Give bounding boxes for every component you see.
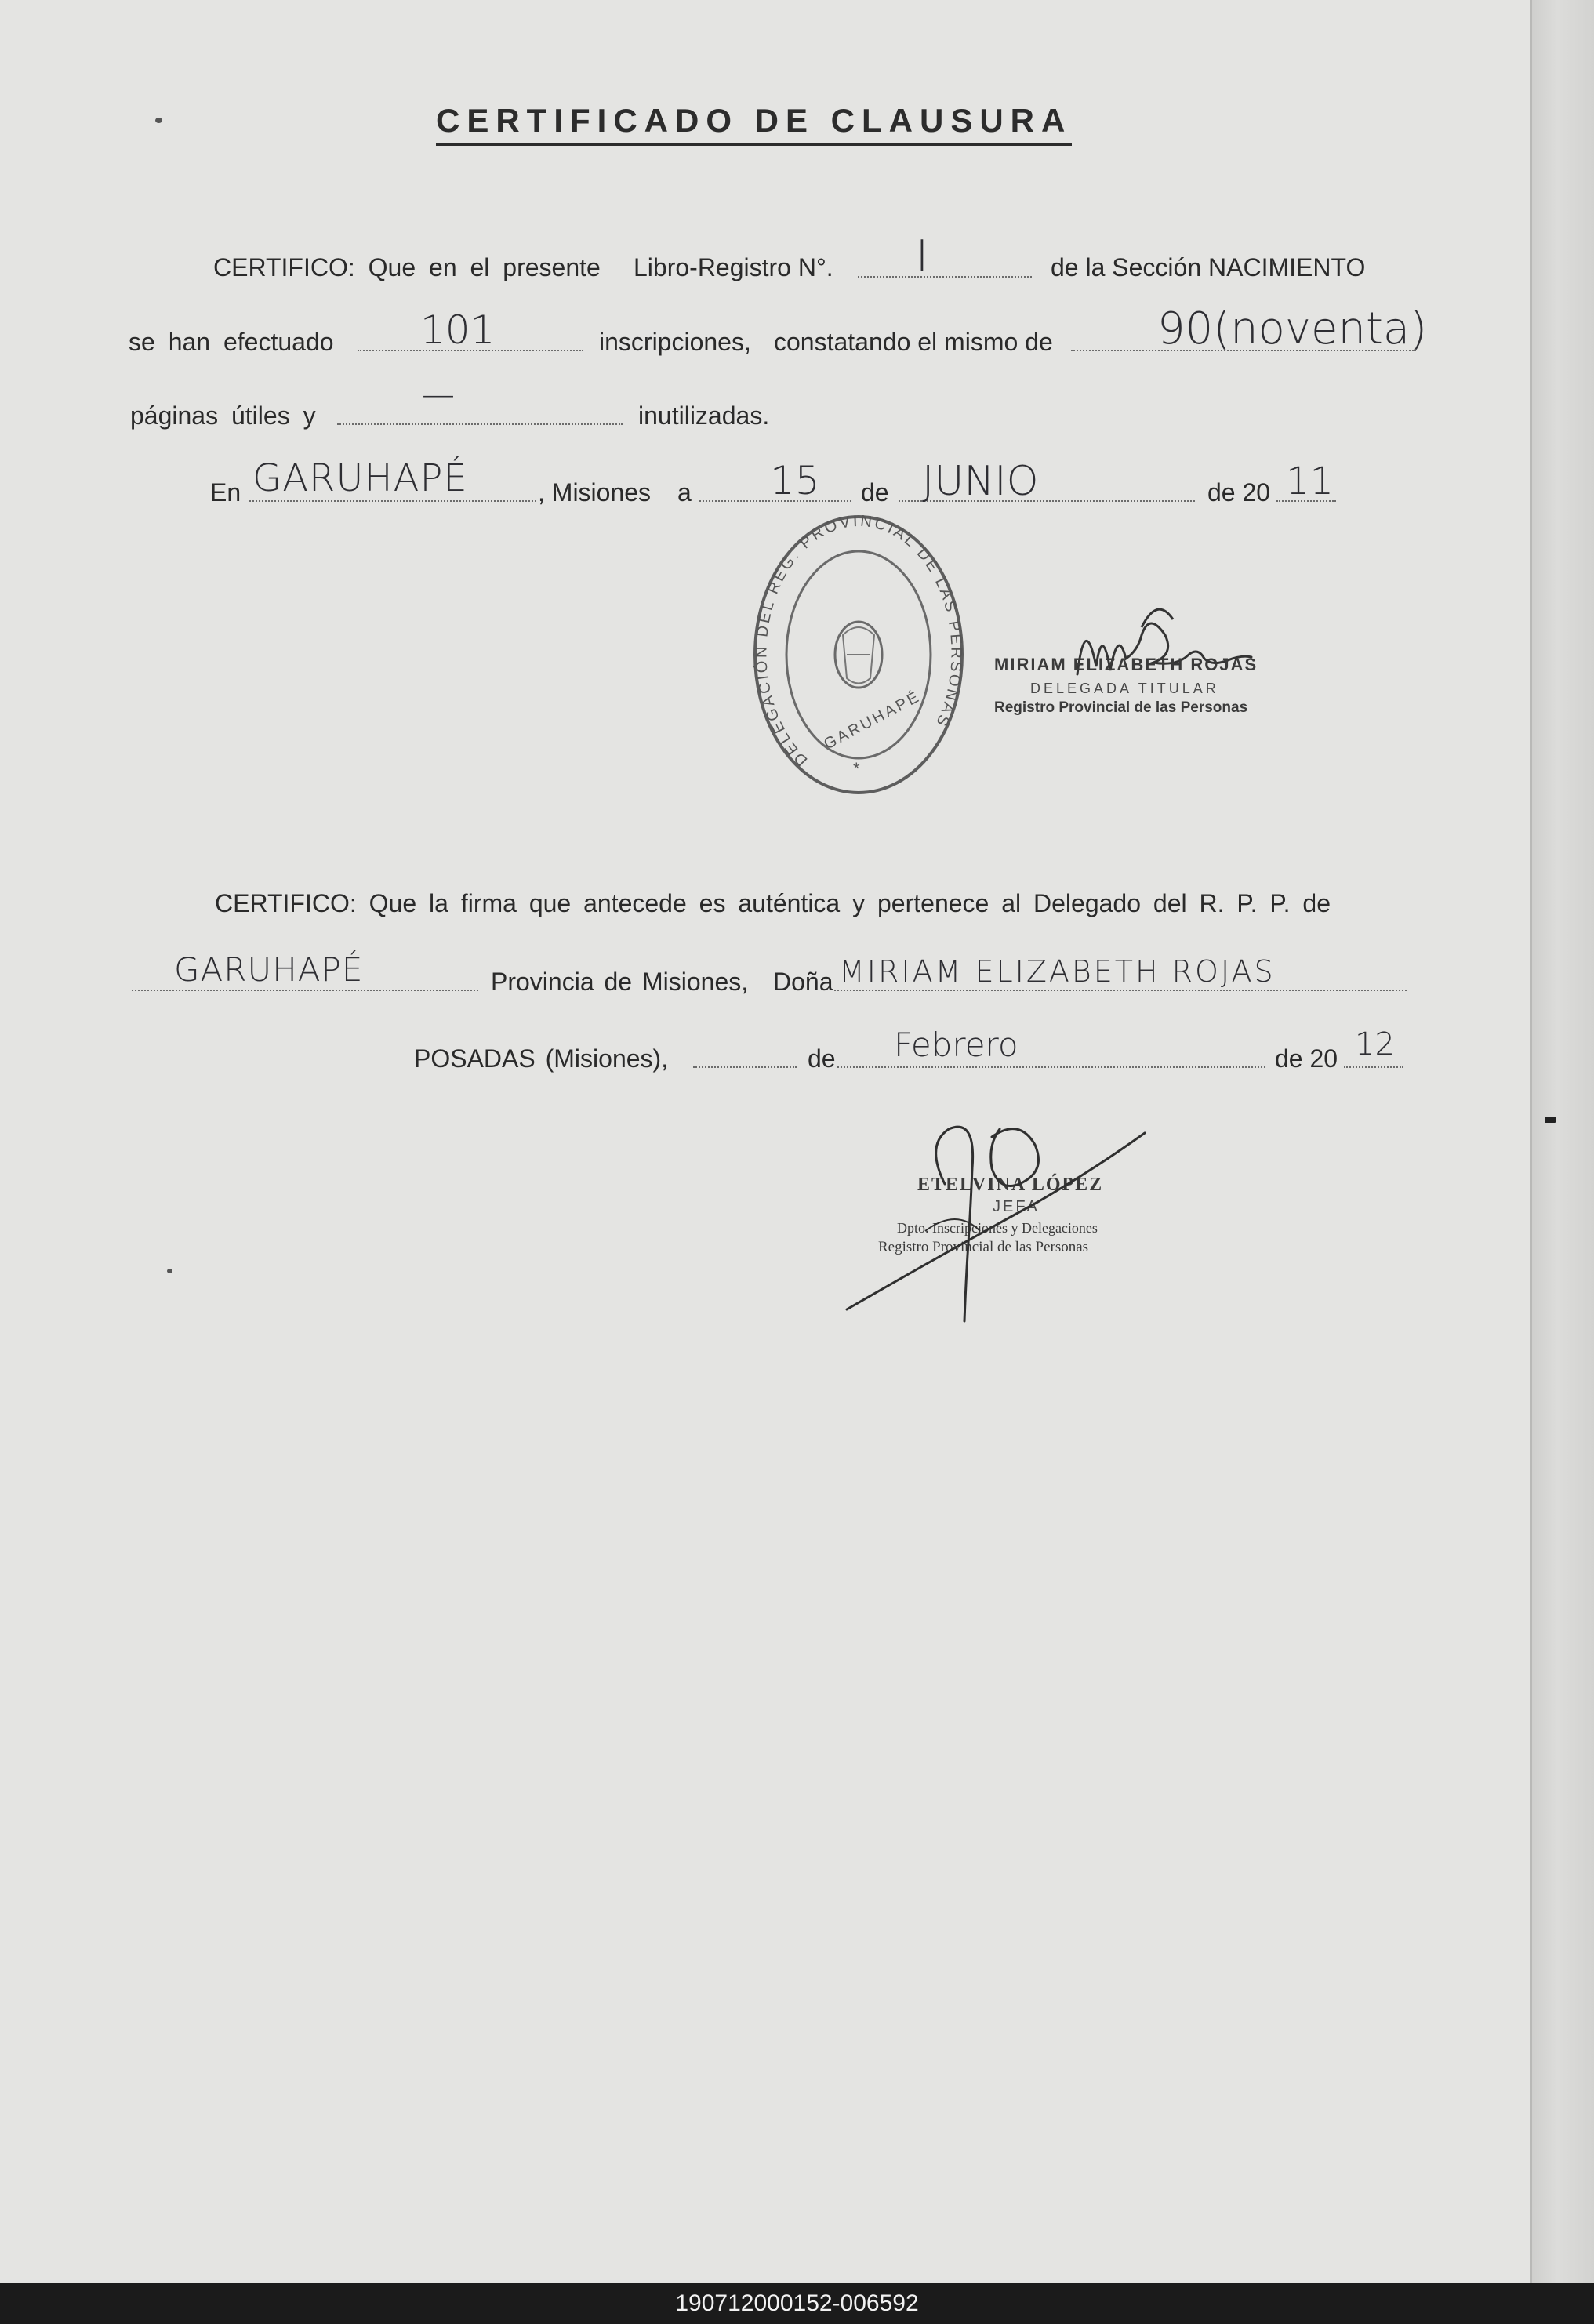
inutilizadas-field-line <box>337 423 623 425</box>
page-edge <box>1530 0 1594 2283</box>
posadas-label: POSADAS (Misiones), <box>414 1044 669 1073</box>
certifico-2-text: CERTIFICO: Que la firma que antecede es auténtica y pertenece al Delegado del R. P. P. de <box>215 889 1331 917</box>
certifico-label: CERTIFICO: Que en el presente <box>213 253 601 281</box>
inscripciones-value: 101 <box>420 307 496 353</box>
signer-2-org: Registro Provincial de las Personas <box>878 1239 1089 1255</box>
mes-value: JUNIO <box>922 458 1039 505</box>
libro-number-value: I <box>916 231 928 281</box>
signature-block-2 <box>831 1113 1176 1341</box>
signer-1-org: Registro Provincial de las Personas <box>994 699 1248 716</box>
seal-star-icon: * <box>853 759 860 779</box>
ink-speck <box>167 1269 172 1273</box>
a-label: a <box>677 478 692 507</box>
constatando-label: constatando el mismo de <box>774 328 1053 356</box>
lugar-2-value: GARUHAPÉ <box>174 950 364 989</box>
signer-2-role: JEFA <box>993 1198 1040 1215</box>
seccion-label: de la Sección NACIMIENTO <box>1051 253 1366 281</box>
seal-ring-text: DELEGACIÓN DEL REG. PROVINCIAL DE LAS PERSONAS <box>753 512 965 769</box>
signer-2-dept: Dpto. Inscripciones y Delegaciones <box>897 1220 1098 1236</box>
paginas-utiles-label: páginas útiles y <box>130 401 316 430</box>
libro-field-line <box>858 276 1032 278</box>
coat-of-arms-icon <box>835 622 882 688</box>
seal-inner-text: GARUHAPÉ <box>821 688 924 753</box>
anio-value: 11 <box>1286 459 1334 503</box>
anio-2-value: 12 <box>1355 1026 1395 1062</box>
inscripciones-label: inscripciones, <box>599 328 751 356</box>
lugar-field-line <box>249 500 536 502</box>
nombre-value: MIRIAM ELIZABETH ROJAS <box>839 954 1276 989</box>
en-label: En <box>210 478 241 507</box>
anio-2-field-line <box>1344 1066 1403 1068</box>
page-title: CERTIFICADO DE CLAUSURA <box>436 102 1072 146</box>
provincia-label: Provincia de Misiones, <box>491 968 749 996</box>
ink-speck <box>155 118 162 123</box>
lugar-value: GARUHAPÉ <box>252 456 468 500</box>
dia-2-field-line <box>693 1066 797 1068</box>
signer-1-name: MIRIAM ELIZABETH ROJAS <box>994 655 1258 674</box>
paginas-value: 90(noventa) <box>1157 303 1428 354</box>
dia-value: 15 <box>770 458 820 503</box>
nombre-field-line <box>834 990 1407 991</box>
de-label: de <box>861 478 889 507</box>
signer-1-role: DELEGADA TITULAR <box>1030 681 1219 696</box>
libro-registro-label: Libro-Registro N°. <box>634 253 833 281</box>
signer-2-name: ETELVINA LÓPEZ <box>917 1175 1104 1195</box>
dona-label: Doña <box>773 968 833 996</box>
misiones-label: , Misiones <box>538 478 652 507</box>
de-2-label: de <box>808 1044 836 1073</box>
inutilizadas-label: inutilizadas. <box>638 401 770 430</box>
handwritten-signature-2 <box>831 1113 1176 1341</box>
mes-2-value: Febrero <box>894 1026 1018 1064</box>
inutilizadas-value: — <box>422 375 455 413</box>
efectuado-label: se han efectuado <box>129 328 334 356</box>
signature-block-1 <box>993 580 1306 745</box>
de20-2-label: de 20 <box>1275 1044 1338 1073</box>
footer-id: 190712000152-006592 <box>0 2283 1594 2324</box>
ink-speck <box>1545 1117 1556 1123</box>
lugar-2-field-line <box>132 990 478 991</box>
de20-label: de 20 <box>1207 478 1271 507</box>
mes-2-field-line <box>837 1066 1265 1068</box>
registry-seal-stamp <box>745 510 972 800</box>
